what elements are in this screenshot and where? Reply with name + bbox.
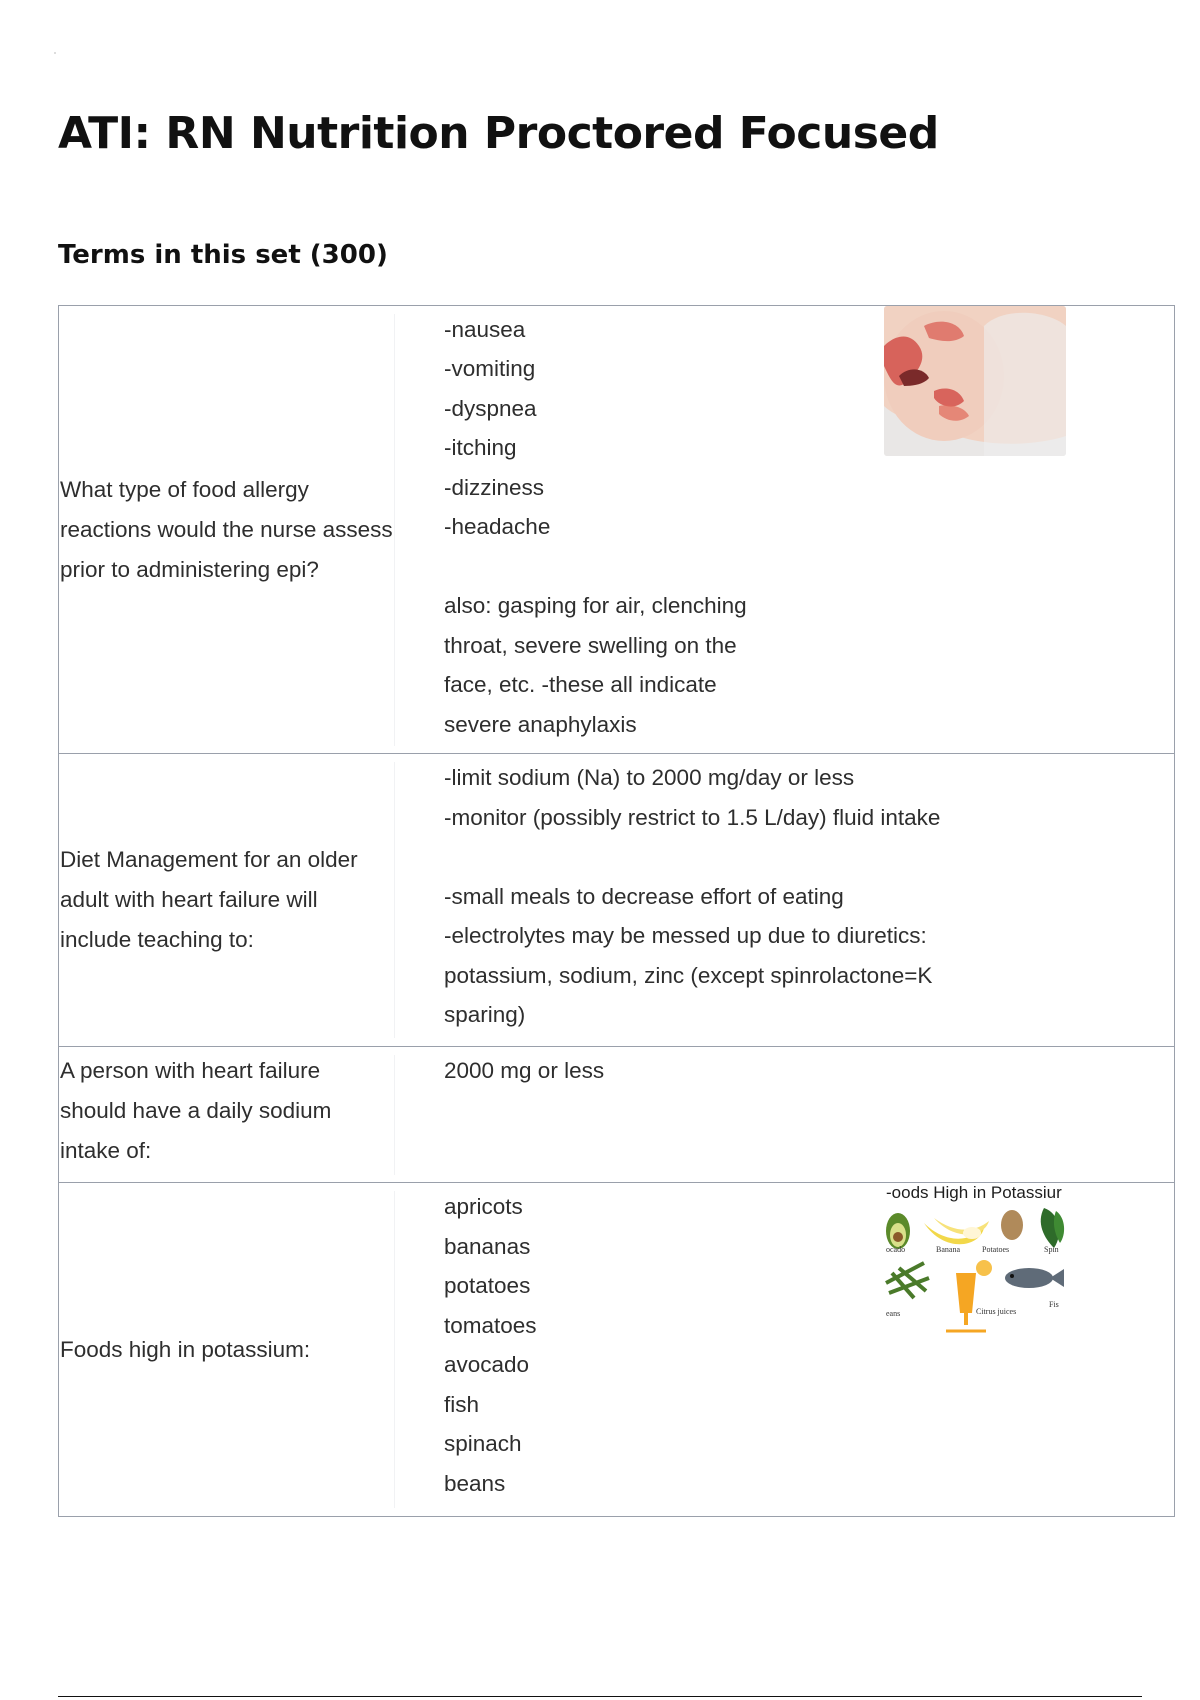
card-term [59, 306, 395, 754]
card-definition [444, 758, 1154, 1035]
card-divider [394, 1055, 395, 1175]
flashcard [58, 753, 1175, 1047]
card-term-text: Foods high in potassium: [60, 1336, 311, 1362]
card-divider [394, 1191, 395, 1508]
flashcard [58, 1182, 1175, 1517]
food-caption: Fis [1049, 1300, 1059, 1309]
definition-line: -dyspnea [444, 395, 537, 421]
definition-line: -limit sodium (Na) to 2000 mg/day or less [444, 765, 855, 790]
definition-line: -small meals to decrease effort of eating [444, 883, 844, 909]
definition-line: -nausea [444, 316, 526, 342]
card-term-text: What type of food allergy reactions would the nurse assess prior to administering epi? [60, 476, 393, 582]
definition-line: -itching [444, 435, 517, 460]
food-caption: Potatoes [982, 1245, 1010, 1254]
food-caption: Banana [936, 1245, 960, 1254]
definition-line: bananas [444, 1233, 531, 1259]
definition-line: spinach [444, 1431, 522, 1456]
definition-line: -headache [444, 514, 551, 539]
definition-line: -monitor (possibly restrict to 1.5 L/day) fluid intake [444, 804, 941, 830]
card-term-text: A person with heart failure should have a daily sodium intake of: [60, 1057, 332, 1163]
card-term [59, 1183, 395, 1516]
card-divider [394, 314, 395, 746]
page-title: ATI: RN Nutrition Proctored Focused [58, 108, 939, 159]
definition-line: beans [444, 1470, 506, 1496]
definition-line: avocado [444, 1352, 530, 1377]
food-caption: ocado [886, 1245, 906, 1254]
potassium-foods-image[interactable] [884, 1183, 1066, 1338]
definition-note: also: gasping for air, clenching throat, severe swelling on the face, etc. -these all indicate severe anaphylaxis [444, 593, 747, 737]
flashcard [58, 1046, 1175, 1184]
food-image-title: -oods High in Potassiur [886, 1183, 1062, 1202]
potassium-foods-icon [884, 1203, 1066, 1338]
definition-line: -electrolytes may be messed up due to diuretics: potassium, sodium, zinc (except spinrolactone=K sparing) [444, 923, 933, 1027]
set-heading: Terms in this set (300) [58, 240, 388, 270]
card-term [59, 1051, 395, 1183]
food-caption: eans [886, 1309, 901, 1318]
flashcard [58, 305, 1175, 755]
child-face-rash-icon [884, 306, 1066, 456]
card-term-text: Diet Management for an older adult with heart failure will include teaching to: [60, 847, 358, 952]
bottom-rule [58, 1696, 1142, 1697]
definition-line: 2000 mg or less [444, 1057, 605, 1083]
child-rash-image[interactable] [884, 306, 1066, 456]
page-speck [54, 52, 56, 54]
flashcard-list [58, 306, 1175, 1517]
food-caption: Spin [1044, 1245, 1059, 1254]
card-definition [444, 1051, 1154, 1091]
definition-line: apricots [444, 1194, 523, 1219]
food-caption: Citrus juices [976, 1307, 1017, 1316]
definition-line: tomatoes [444, 1312, 537, 1338]
card-divider [394, 762, 395, 1038]
definition-line: -dizziness [444, 474, 545, 500]
card-term [59, 754, 395, 1046]
definition-line: fish [444, 1391, 480, 1417]
definition-line: -vomiting [444, 356, 536, 381]
definition-line: potatoes [444, 1273, 531, 1298]
